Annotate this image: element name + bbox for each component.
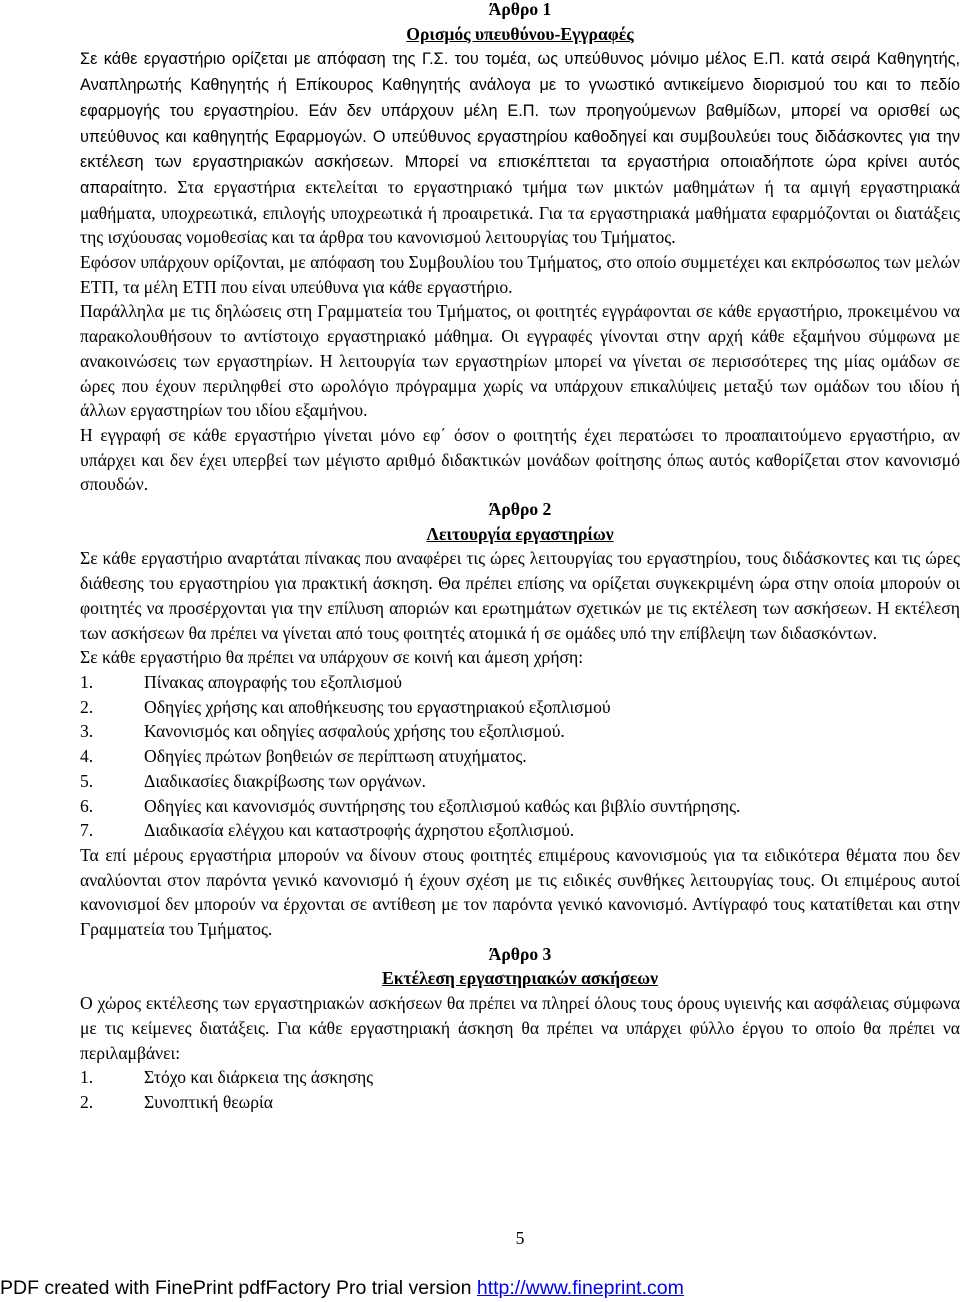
article-3-list bbox=[80, 1065, 960, 1114]
list-item-text: Οδηγίες και κανονισμός συντήρησης του εξοπλισμού καθώς και βιβλίο συντήρησης. bbox=[144, 795, 741, 816]
list-item-number: 5. bbox=[80, 770, 94, 791]
list-item-text: Διαδικασία ελέγχου και καταστροφής άχρηστου εξοπλισμού. bbox=[144, 820, 575, 841]
article-1-paragraph-serif-1: Στα εργαστήρια εκτελείται το εργαστηριακό τμήμα των μικτών μαθημάτων ή τα αμιγή εργαστηριακά μαθήματα, υποχρεωτικά, επιλογής υποχρεωτικά ή προαιρετικά. Για τα εργαστηριακά μαθήματα εφαρμόζονται οι διατάξεις της ισχύουσας νομοθεσίας και τα άρθρα του κανονισμού λειτουργίας του Τμήματος. bbox=[80, 176, 960, 248]
article-1-paragraph-sans-1: Σε κάθε εργαστήριο ορίζεται με απόφαση της Γ.Σ. του τομέα, ως υπεύθυνος μόνιμο μέλος Ε.Π. κατά σειρά Καθηγητής, Αναπληρωτής Καθηγητής ή Επίκουρος Καθηγητής ανάλογα με το γνωστικό αντικείμενο διορισμού του και το πεδίο εφαρμογής του εργαστηρίου. Εάν δεν υπάρχουν μέλη Ε.Π. των προηγούμενων βαθμίδων, μπορεί να ορισθεί ως υπεύθυνος και καθηγητής Εφαρμογών. bbox=[80, 50, 960, 146]
list-item-text: Διαδικασίες διακρίβωσης των οργάνων. bbox=[144, 770, 426, 791]
list-item-number: 1. bbox=[80, 671, 94, 692]
footer-text: PDF created with FinePrint pdfFactory Pro trial version bbox=[0, 1277, 477, 1299]
list-item bbox=[80, 769, 960, 794]
list-item bbox=[80, 670, 960, 695]
article-2-paragraph-2: Τα επί μέρους εργαστήρια μπορούν να δίνουν στους φοιτητές επιμέρους κανονισμούς για τα ειδικότερα θέματα που δεν αναλύονται στον παρόντα γενικό κανονισμό ή έχουν σχέση με τις ειδικές συνθήκες λειτουργίας τους. Οι επιμέρους αυτοί κανονισμοί δεν μπορούν να έρχονται σε αντίθεση με τον παρόντα γενικό κανονισμό. Αντίγραφό τους κατατίθεται και στην Γραμματεία του Τμήματος. bbox=[80, 844, 960, 940]
list-item-text: Οδηγίες χρήσης και αποθήκευσης του εργαστηριακού εξοπλισμού bbox=[144, 696, 611, 717]
article-2-list-intro: Σε κάθε εργαστήριο θα πρέπει να υπάρχουν σε κοινή και άμεση χρήση: bbox=[80, 647, 584, 668]
list-item-text: Στόχο και διάρκεια της άσκησης bbox=[144, 1067, 374, 1088]
article-1-paragraph-2: Εφόσον υπάρχουν ορίζονται, με απόφαση του Συμβουλίου του Τμήματος, στο οποίο συμμετέχει και εκπρόσωπος των μελών ΕΤΠ, τα μέλη ΕΤΠ που είναι υπεύθυνα για κάθε εργαστήριο. bbox=[80, 252, 960, 297]
article-1-paragraph-4: Η εγγραφή σε κάθε εργαστήριο γίνεται μόνο εφ΄ όσον ο φοιτητής έχει περατώσει το προαπαιτούμενο εργαστήριο, αν υπάρχει και δεν έχει υπερβεί των μέγιστο αριθμό διδακτικών μονάδων φοίτησης όπως αυτός καθορίζεται στον κανονισμό σπουδών. bbox=[80, 424, 960, 495]
list-item bbox=[80, 1065, 960, 1090]
list-item-number: 6. bbox=[80, 795, 94, 816]
article-3-subtitle: Εκτέλεση εργαστηριακών ασκήσεων bbox=[382, 968, 658, 989]
list-item-text: Οδηγίες πρώτων βοηθειών σε περίπτωση ατυχήματος. bbox=[144, 746, 527, 767]
page-number: 5 bbox=[515, 1228, 525, 1248]
list-item-number: 2. bbox=[80, 1091, 94, 1112]
list-item-number: 2. bbox=[80, 696, 94, 717]
article-1-body bbox=[80, 46, 960, 250]
article-2-title: Άρθρο 2 bbox=[488, 499, 552, 520]
article-2-list bbox=[80, 670, 960, 843]
list-item-number: 4. bbox=[80, 746, 94, 767]
article-1-title: Άρθρο 1 bbox=[488, 0, 552, 19]
article-3-title: Άρθρο 3 bbox=[488, 943, 552, 964]
list-item bbox=[80, 818, 960, 843]
list-item-text: Συνοπτική θεωρία bbox=[144, 1091, 273, 1112]
list-item-text: Κανονισμός και οδηγίες ασφαλούς χρήσης του εξοπλισμού. bbox=[144, 721, 565, 742]
article-3-paragraph-1: Ο χώρος εκτέλεσης των εργαστηριακών ασκήσεων θα πρέπει να πληρεί όλους τους όρους υγιεινής και ασφάλειας σύμφωνα με τις κείμενες διατάξεις. Για κάθε εργαστηριακή άσκηση θα πρέπει να υπάρχει φύλλο έργου το οποίο θα πρέπει να περιλαμβάνει: bbox=[80, 993, 960, 1063]
article-2-paragraph-1: Σε κάθε εργαστήριο αναρτάται πίνακας που αναφέρει τις ώρες λειτουργίας του εργαστηρίου, τους διδάσκοντες και τις ώρες διάθεσης του εργαστηρίου για πρακτική άσκηση. Θα πρέπει επίσης να ορίζεται συγκεκριμένη ώρα στην οποία μπορούν οι φοιτητές να προσέρχονται για την επίλυση αποριών και ερωτημάτων σχετικών με τις εκτέλεση των ασκήσεων. Η εκτέλεση των ασκήσεων θα πρέπει να γίνεται από τους φοιτητές ατομικά ή σε ομάδες υπό την επίβλεψη των διδασκόντων. bbox=[80, 548, 960, 643]
footer-link[interactable]: http://www.fineprint.com bbox=[476, 1277, 684, 1299]
list-item-number: 3. bbox=[80, 721, 94, 742]
article-1-paragraph-3: Παράλληλα με τις δηλώσεις στη Γραμματεία του Τμήματος, οι φοιτητές εγγράφονται σε κάθε εργαστήριο, προκειμένου να παρακολουθήσουν το αντίστοιχο εργαστηριακό μάθημα. Οι εγγραφές γίνονται στην αρχή κάθε εξαμήνου σύμφωνα με ανακοινώσεις των εργαστηρίων. Η λειτουργία των εργαστηρίων μπορεί να γίνεται σε περισσότερες της μίας ομάδων σε ώρες που έχουν περιληφθεί στο ωρολόγιο πρόγραμμα χωρίς να υπάρχουν επικαλύψεις μεταξύ των ομάδων του ιδίου ή άλλων εργαστηρίων του ιδίου εξαμήνου. bbox=[80, 301, 960, 421]
list-item bbox=[80, 744, 960, 769]
list-item-number: 1. bbox=[80, 1067, 94, 1088]
article-1-paragraph-sans-2: Ο υπεύθυνος εργαστηρίου καθοδηγεί και συμβουλεύει τους διδάσκοντες για την εκτέλεση των εργαστηριακών ασκήσεων. Μπορεί να επισκέπτεται τα εργαστήρια οποιαδήποτε ώρα κρίνει αυτός απαραίτητο. bbox=[80, 127, 960, 197]
list-item bbox=[80, 1090, 960, 1115]
list-item bbox=[80, 794, 960, 819]
list-item bbox=[80, 695, 960, 720]
list-item-text: Πίνακας απογραφής του εξοπλισμού bbox=[144, 671, 403, 692]
pdf-footer bbox=[0, 1276, 960, 1300]
list-item bbox=[80, 719, 960, 744]
article-2-subtitle: Λειτουργία εργαστηρίων bbox=[426, 523, 614, 544]
article-1-subtitle: Ορισμός υπευθύνου-Εγγραφές bbox=[406, 23, 634, 44]
list-item-number: 7. bbox=[80, 820, 94, 841]
document-page bbox=[80, 0, 960, 1248]
